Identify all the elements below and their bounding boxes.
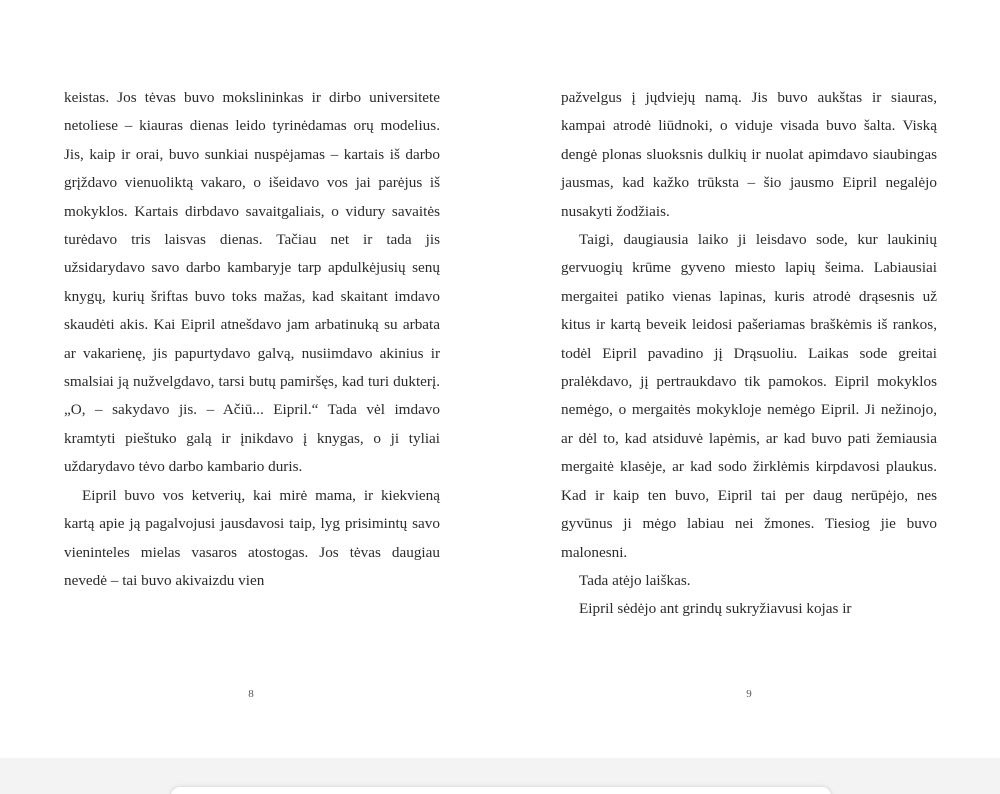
left-paragraph-2: Eipril buvo vos ketverių, kai mirė mama, ir kiekvieną kartą apie ją pagalvojusi jausdavosi taip, lyg prisimintų savo vieninteles mielas vasaros atostogas. Jos tėvas daugiau nevedė – tai buvo akivaizdu vien [64, 486, 440, 589]
right-paragraph-2: Taigi, daugiausia laiko ji leisdavo sode, kur laukinių gervuogių krūme gyveno miesto lapių šeima. Labiausiai mergaitei patiko vienas lapinas, kuris atrodė drąsesnis už kitus ir kartą beveik leidosi pašeriamas braškėmis iš rankos, todėl Eipril pavadino jį Drąsuoliu. Laikas sode greitai pralėkdavo, jį pertraukdavo tik pamokos. Eipril mokyklos nemėgo, o mergaitės mokykloje nemėgo Eipril. Ji nežinojo, ar dėl to, kad atsiduvė lapėmis, ar kad buvo pati žemiausia mergaitė klasėje, ar kad sodo žirklėmis kirpdavosi plaukus. Kad ir kaip ten buvo, Eipril tai per daug nerūpėjo, nes gyvūnus ji mėgo labiau nei žmones. Tiesiog jie buvo malonesni. [561, 231, 937, 561]
right-paragraph-4: Eipril sėdėjo ant grindų sukryžiavusi kojas ir [579, 600, 852, 618]
right-page [561, 84, 937, 624]
right-paragraph-1: pažvelgus į jųdviejų namą. Jis buvo aukštas ir siauras, kampai atrodė liūdnoki, o viduje visada buvo šalta. Viską dengė plonas sluoksnis dulkių ir nuolat apimdavo siaubingas jausmas, kad kažko trūksta – šio jausmo Eipril negalėjo nusakyti žodžiais. [561, 89, 937, 220]
right-paragraph-3: Tada atėjo laiškas. [579, 571, 691, 589]
right-page-number: 9 [746, 688, 752, 700]
left-page [64, 84, 440, 595]
viewer-toolbar[interactable] [170, 786, 832, 794]
left-page-number: 8 [248, 688, 254, 700]
left-paragraph-1: keistas. Jos tėvas buvo mokslininkas ir dirbo universitete netoliese – kiauras dienas leido tyrinėdamas orų modelius. Jis, kaip ir orai, buvo sunkiai nuspėjamas – kartais iš darbo grįždavo vienuoliktą vakaro, o išeidavo vos jai parėjus iš mokyklos. Kartais dirbdavo savaitgaliais, o vidury savaitės turėdavo tris laisvas dienas. Tačiau net ir tada jis užsidarydavo savo darbo kambaryje tarp apdulkėjusių senų knygų, kurių šriftas buvo toks mažas, kad skaitant imdavo skaudėti akis. Kai Eipril atnešdavo jam arbatinuką su arbata ar vakarienę, jis papurtydavo galvą, nusiimdavo akinius ir smalsiai ją nužvelgdavo, tarsi butų pamiršęs, kad turi dukterį. „O, – sakydavo jis. – Ačiū... Eipril.“ Tada vėl imdavo kramtyti pieštuko galą ir įnikdavo į knygas, o ji tyliai uždarydavo tėvo darbo kambario duris. [64, 89, 440, 476]
